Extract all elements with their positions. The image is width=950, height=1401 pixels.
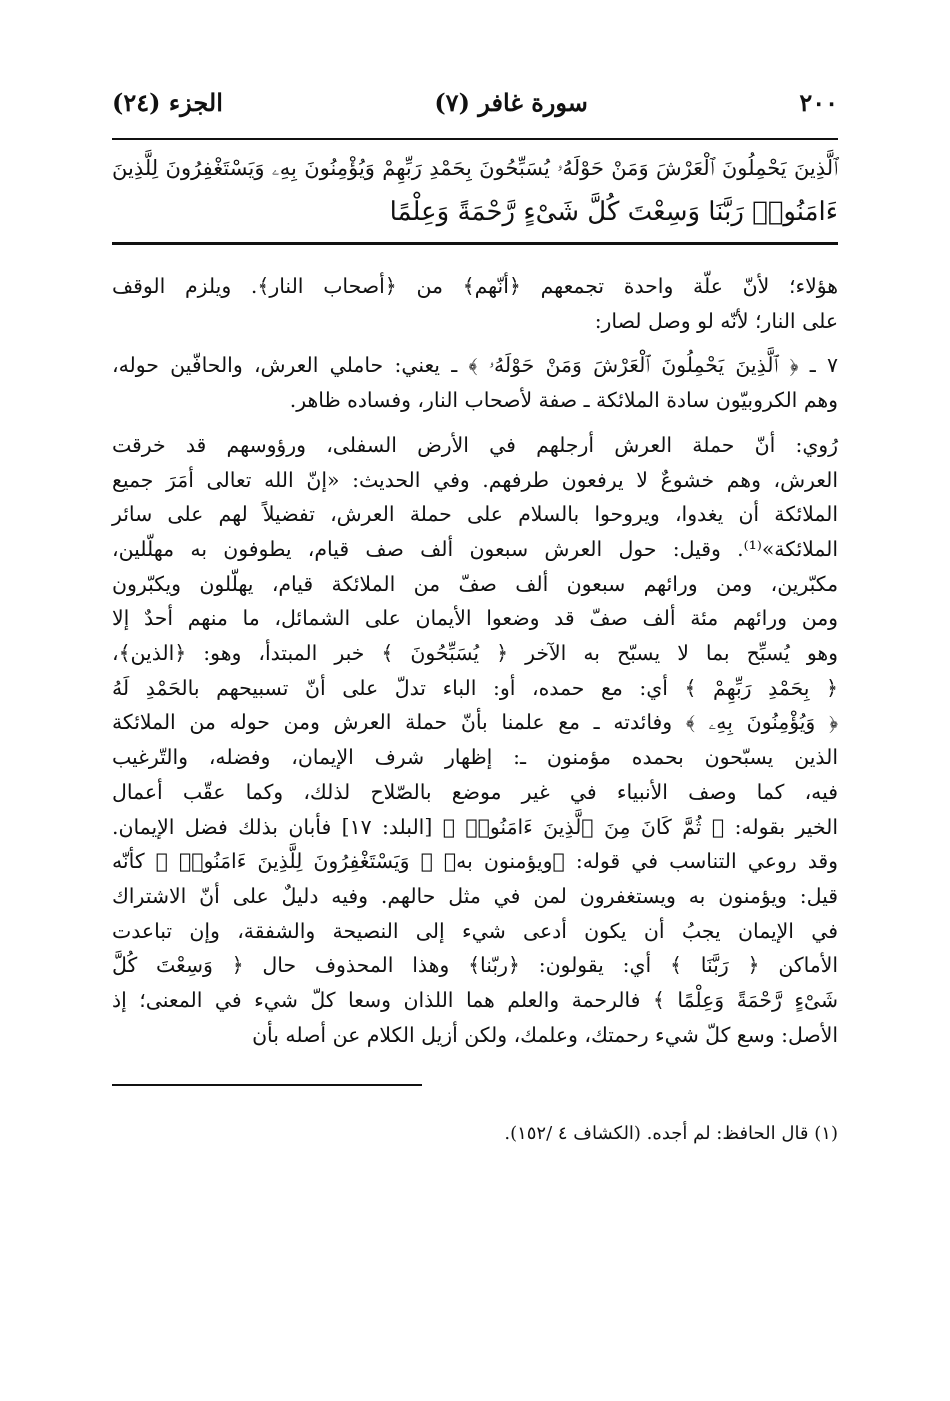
text-line: فيه، كما وصف الأنبياء في غير موضع بالصّلاح لذلك، وكما عقّب أعمال (112, 779, 838, 804)
page-number: ٢٠٠ (799, 88, 838, 117)
text-line: ﴿ بِحَمْدِ رَبِّهِمْ ﴾ أي: مع حمده، أو: الباء تدلّ على أنّ تسبيحهم بالحَمْدِ لَهُ (112, 675, 838, 700)
text-line: قيل: ويؤمنون به ويستغفرون لمن في مثل حالهم. وفيه دليلٌ على أنّ الاشتراك (112, 883, 838, 908)
paragraph (112, 269, 838, 338)
paragraph (112, 428, 838, 1053)
juz-label: الجزء (٢٤) (112, 88, 223, 117)
text-line: وهو يُسبِّح بما لا يسبّح به الآخر ﴿ يُسَبِّحُونَ ﴾ خبر المبتدأ، وهو: ﴿الذين﴾، (112, 641, 838, 666)
text-line: الأصل: وسع كلّ شيء رحمتك، وعلمك، ولكن أزيل الكلام عن أصله بأن (252, 1022, 838, 1047)
tafsir-body (112, 269, 838, 1052)
verse-line: ءَامَنُوا۟ رَبَّنَا وَسِعْتَ كُلَّ شَىْءٍ رَّحْمَةً وَعِلْمًا (389, 197, 838, 227)
verse-line: ٱلَّذِينَ يَحْمِلُونَ ٱلْعَرْشَ وَمَنْ حَوْلَهُۥ يُسَبِّحُونَ بِحَمْدِ رَبِّهِمْ وَيُؤْمِنُونَ بِهِۦ وَيَسْتَغْفِرُونَ لِلَّذِينَ (112, 156, 838, 180)
page-header (112, 88, 838, 140)
text-line: الذين يسبّحون بحمده مؤمنون ـ: إظهار شرف الإيمان، وفضله، والتّرغيب (112, 745, 838, 770)
footnote: (١) قال الحافظ: لم أجده. (الكشاف ٤ /١٥٢). (504, 1123, 838, 1145)
quran-verse (112, 140, 838, 245)
text-line: ٧ ـ ﴿ ٱلَّذِينَ يَحْمِلُونَ ٱلْعَرْشَ وَمَنْ حَوْلَهُۥ ﴾ ـ يعني: حاملي العرش، والحافّين حوله، (112, 353, 838, 378)
text-line: شَىْءٍ رَّحْمَةً وَعِلْمًا ﴾ فالرحمة والعلم هما اللذان وسعا كلّ شيء في المعنى؛ إذ (112, 988, 838, 1013)
text-line: وقد روعي التناسب في قوله: ﴿ويؤمنون به﴾ ﴿ وَيَسْتَغْفِرُونَ لِلَّذِينَ ءَامَنُوا۟ ﴾ كأنّه (112, 849, 838, 874)
text-line: في الإيمان يجبُ أن يكون أدعى شيء إلى النصيحة والشفقة، وإن تباعدت (112, 918, 838, 943)
text-line: العرش، وهم خشوعٌ لا يرفعون طرفهم. وفي الحديث: «إنّ الله تعالى أمَرَ جميع (112, 467, 838, 492)
paragraph (112, 348, 838, 417)
text-line: على النار؛ لأنّه لو وصل لصار: (594, 308, 838, 333)
text-line: هؤلاء؛ لأنّ علّة واحدة تجمعهم ﴿أنّهم﴾ من ﴿أصحاب النار﴾. ويلزم الوقف (112, 274, 838, 298)
text-line: الخير بقوله: ﴿ ثُمَّ كَانَ مِنَ ٱلَّذِينَ ءَامَنُوا۟ ﴾ [البلد: ١٧] فأبان بذلك فضل الإيمان. (112, 814, 838, 839)
text-line: الأماكن ﴿ رَبَّنَا ﴾ أي: يقولون: ﴿ربّنا﴾ وهذا المحذوف حال ﴿ وَسِعْتَ كُلَّ (112, 953, 838, 978)
text-line: رُوي: أنّ حملة العرش أرجلهم في الأرض السفلى، ورؤوسهم قد خرقت (112, 432, 838, 457)
text-line: الملائكة»⁽¹⁾. وقيل: حول العرش سبعون ألف صف قيام، يطوفون به مهلّلين، (112, 536, 838, 561)
text-line: ومن ورائهم مئة ألف صفّ قد وضعوا الأيمان على الشمائل، ما منهم أحدٌ إلا (112, 606, 838, 631)
text-line: مكبّرين، ومن ورائهم سبعون ألف صفّ من الملائكة قيام، يهلّلون ويكبّرون (112, 571, 838, 596)
text-line: وهم الكروبيّون سادة الملائكة ـ صفة لأصحاب النار، وفساده ظاهر. (289, 388, 838, 413)
footnote-divider (112, 1084, 422, 1086)
book-page (112, 88, 838, 1148)
text-line: الملائكة أن يغدوا، ويروحوا بالسلام على حملة العرش، تفضيلاً لهم على سائر (112, 502, 838, 527)
surah-title: سورة غافر (٧) (434, 88, 588, 117)
text-line: ﴿ وَيُؤْمِنُونَ بِهِۦ ﴾ وفائدته ـ مع علمنا بأنّ حملة العرش ومن حوله من الملائكة (112, 710, 838, 735)
